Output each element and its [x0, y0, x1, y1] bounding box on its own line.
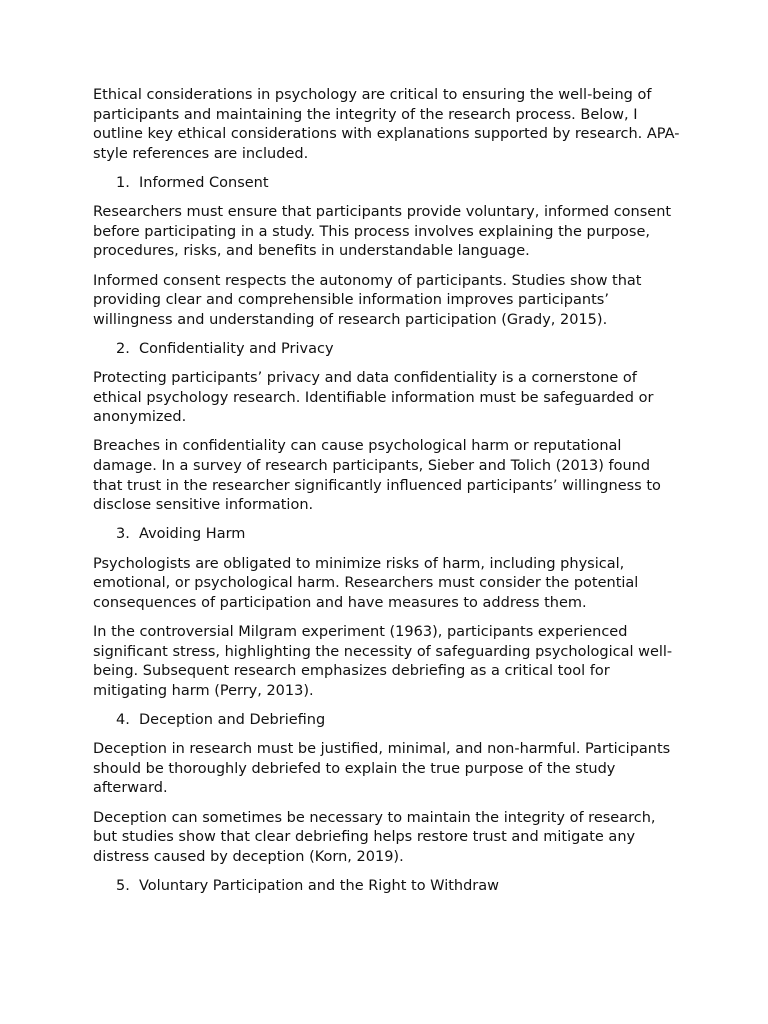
body-paragraph: In the controversial Milgram experiment (1963), participants experienced significant stress, highlighting the necessity of safeguarding psychological well-being. Subsequent research emphasizes debriefing as a critical tool for mitigating harm (Perry, 2013). — [93, 624, 673, 699]
body-paragraph: Protecting participants’ privacy and data confidentiality is a cornerstone of ethical psychology research. Identifiable information must be safeguarded or anonymized. — [93, 370, 654, 426]
section-heading-voluntary-participation — [93, 877, 683, 897]
document-page — [93, 86, 683, 906]
section-number: 5. — [116, 877, 130, 894]
body-paragraph: Researchers must ensure that participants provide voluntary, informed consent before participating in a study. This process involves explaining the purpose, procedures, risks, and benefits in understandable language. — [93, 204, 672, 260]
body-paragraph: Deception in research must be justified, minimal, and non-harmful. Participants should be thoroughly debriefed to explain the true purpose of the study afterward. — [93, 741, 671, 797]
section-title: Voluntary Participation and the Right to Withdraw — [139, 877, 500, 894]
section-heading-deception — [93, 711, 683, 731]
section-title: Avoiding Harm — [139, 526, 246, 543]
body-paragraph: Breaches in confidentiality can cause psychological harm or reputational damage. In a survey of research participants, Sieber and Tolich (2013) found that trust in the researcher significantly influenced participants’ willingness to disclose sensitive information. — [93, 438, 661, 514]
section-number: 4. — [116, 711, 130, 728]
section-number: 3. — [116, 526, 130, 543]
body-paragraph: Deception can sometimes be necessary to maintain the integrity of research, but studies show that clear debriefing helps restore trust and mitigate any distress caused by deception (Korn, 2019). — [93, 809, 656, 865]
body-paragraph: Informed consent respects the autonomy of participants. Studies show that providing clear and comprehensible information improves participants’ willingness and understanding of research participation (Grady, 2015). — [93, 272, 642, 328]
section-title: Confidentiality and Privacy — [139, 340, 334, 357]
body-paragraph: Psychologists are obligated to minimize risks of harm, including physical, emotional, or psychological harm. Researchers must consider the potential consequences of participation and have measures to address them. — [93, 555, 639, 611]
intro-paragraph: Ethical considerations in psychology are critical to ensuring the well-being of participants and maintaining the integrity of the research process. Below, I outline key ethical considerations with explanations supported by research. APA-style references are included. — [93, 87, 680, 162]
section-heading-confidentiality — [93, 340, 683, 360]
section-number: 1. — [116, 174, 130, 191]
section-number: 2. — [116, 340, 130, 357]
section-heading-avoiding-harm — [93, 525, 683, 545]
section-title: Informed Consent — [139, 174, 269, 191]
section-title: Deception and Debriefing — [139, 711, 326, 728]
section-heading-informed-consent — [93, 174, 683, 194]
